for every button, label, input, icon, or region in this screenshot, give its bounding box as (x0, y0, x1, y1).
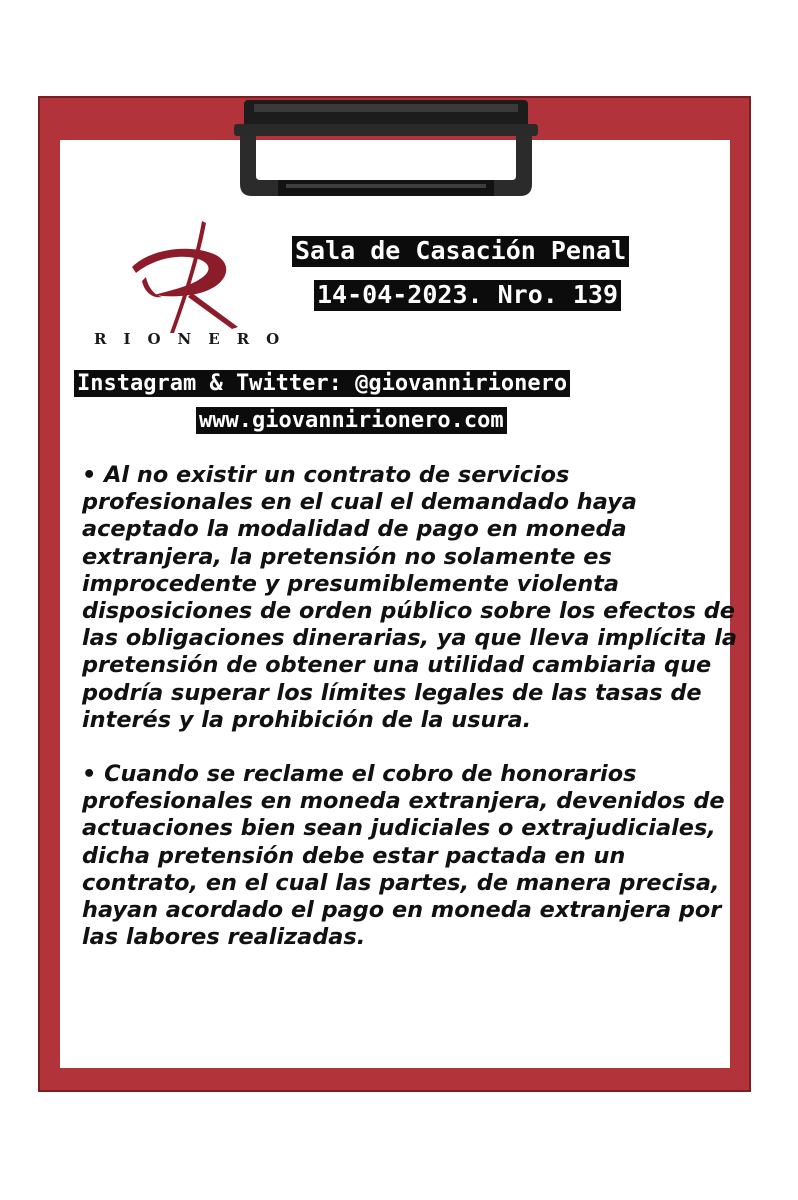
summary-paragraph-1: • Al no existir un contrato de servicios profesionales en el cual el demandado haya aceptado la modalidad de pago en moneda extranjera, la pretensión no solamente es improcedente y presumiblemente violenta disposiciones de orden público sobre los efectos de las obligaciones dinerarias, ya que lleva implícita la pretensión de obtener una utilidad cambiaria que podría superar los límites legales de las tasas de interés y la prohibición de la usura. (82, 462, 738, 733)
logo-wordmark: RIONERO (94, 330, 297, 348)
ruling-summary (82, 462, 742, 951)
date-number-heading: 14-04-2023. Nro. 139 (314, 280, 621, 311)
social-handles: Instagram & Twitter: @giovannirionero (74, 370, 570, 397)
court-heading: Sala de Casación Penal (292, 236, 629, 267)
website-link[interactable]: www.giovannirionero.com (196, 407, 507, 434)
clipboard-clip-icon (226, 100, 546, 204)
summary-paragraph-2: • Cuando se reclame el cobro de honorarios profesionales en moneda extranjera, devenidos de actuaciones bien sean judiciales o extrajudiciales, dicha pretensión debe estar pactada en un contrato, en el cual las partes, de manera precisa, hayan acordado el pago en moneda extranjera por las labores realizadas. (82, 761, 725, 951)
